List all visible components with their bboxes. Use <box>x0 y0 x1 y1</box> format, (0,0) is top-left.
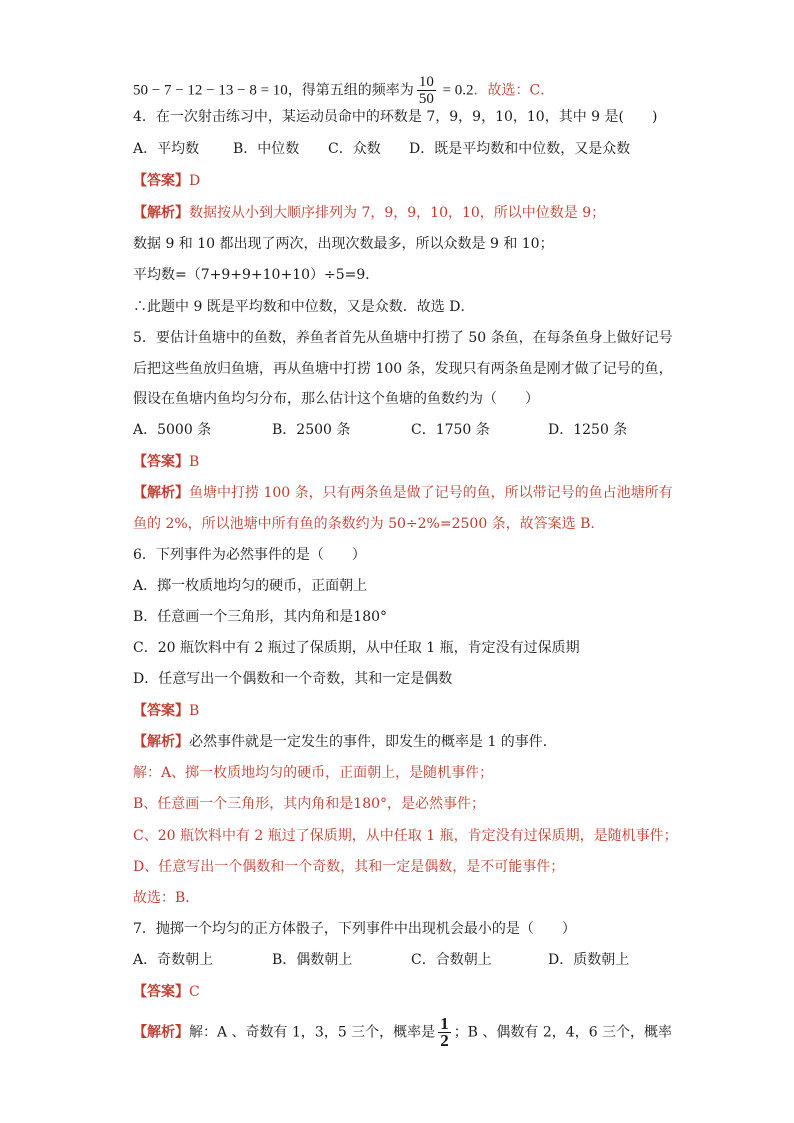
question-6-option-a: A．掷一枚质地均匀的硬币，正面朝上 <box>133 578 368 594</box>
answer-tag: 【答案】 <box>133 173 189 189</box>
option-c: C．1750 条 <box>411 422 490 438</box>
answer-tag: 【答案】 <box>133 984 189 1000</box>
analysis-6-line-5: D、任意写出一个偶数和一个奇数，其和一定是偶数，是不可能事件； <box>133 859 565 875</box>
equation: 50 − 7 − 12 − 13 − 8 = 10 <box>133 82 288 99</box>
question-5-line-3: 假设在鱼塘内鱼均匀分布，那么估计这个鱼塘的鱼数约为（ ） <box>133 391 539 407</box>
question-7-options <box>133 950 629 970</box>
question-5-options <box>133 420 627 440</box>
answer-6 <box>133 701 199 721</box>
option-b: B．偶数朝上 <box>272 952 353 968</box>
fraction-denominator: 2 <box>440 1031 449 1050</box>
option-b: B．中位数 <box>233 141 300 157</box>
question-6-option-b: B．任意画一个三角形，其内角和是180° <box>133 609 388 625</box>
answer-tag: 【答案】 <box>133 454 189 470</box>
analysis-6-line-6: 故选：B． <box>133 890 200 906</box>
option-a: A．奇数朝上 <box>133 952 214 968</box>
analysis-4-line-2: 数据 9 和 10 都出现了两次，出现次数最多，所以众数是 9 和 10； <box>133 236 554 252</box>
fraction-numerator: 10 <box>418 74 434 90</box>
analysis-tag: 【解析】 <box>133 485 189 501</box>
option-d: D．1250 条 <box>548 422 628 438</box>
answer-5 <box>133 452 199 472</box>
analysis-tag: 【解析】 <box>133 205 189 221</box>
answer-value: C <box>189 984 200 1000</box>
solution-continuation-line <box>133 74 554 107</box>
question-6: 6．下列事件为必然事件的是（ ） <box>133 547 366 563</box>
analysis-5-line-1 <box>133 483 673 503</box>
question-5-line-1: 5．要估计鱼塘中的鱼数，养鱼者首先从鱼塘中打捞了 50 条鱼，在每条鱼身上做好记号 <box>133 330 673 346</box>
option-a: A．5000 条 <box>133 422 212 438</box>
equation-result: = 0.2 <box>438 82 474 99</box>
fraction-denominator: 50 <box>418 91 434 107</box>
analysis-7-line-1 <box>133 1016 672 1049</box>
answer-conclusion: ．故选：C． <box>473 82 555 99</box>
analysis-5-line-2: 鱼的 2%，所以池塘中所有鱼的条数约为 50÷2%=2500 条，故答案选 B. <box>133 516 595 532</box>
fraction-numerator: 1 <box>440 1014 449 1033</box>
question-7: 7．抛掷一个均匀的正方体骰子，下列事件中出现机会最小的是（ ） <box>133 921 576 937</box>
analysis-text-cont: ；B 、偶数有 2，4，6 三个，概率 <box>453 1024 673 1041</box>
analysis-text: 数据按从小到大顺序排列为 7，9，9，10，10，所以中位数是 9； <box>189 205 606 221</box>
option-c: C．合数朝上 <box>411 952 492 968</box>
question-4-options <box>133 139 630 159</box>
analysis-4-line-1 <box>133 203 605 223</box>
option-a: A．平均数 <box>133 141 200 157</box>
question-4: 4．在一次射击练习中，某运动员命中的环数是 7，9，9，10，10，其中 9 是( ) <box>133 109 658 125</box>
answer-7 <box>133 982 200 1002</box>
answer-value: B <box>189 703 200 719</box>
answer-4 <box>133 171 200 191</box>
analysis-6-line-4: C、20 瓶饮料中有 2 瓶过了保质期，从中任取 1 瓶，肯定没有过保质期，是随机事件； <box>133 828 678 844</box>
option-d: D．质数朝上 <box>548 952 630 968</box>
analysis-6-line-3: B、任意画一个三角形，其内角和是180°，是必然事件； <box>133 796 486 812</box>
analysis-text: 必然事件就是一定发生的事件，即发生的概率是 1 的事件． <box>189 734 557 750</box>
text: ，得第五组的频率为 <box>287 82 414 99</box>
option-c: C．众数 <box>328 141 381 157</box>
option-d: D．既是平均数和中位数，又是众数 <box>409 141 631 157</box>
option-b: B．2500 条 <box>272 422 351 438</box>
analysis-text: 鱼塘中打捞 100 条，只有两条鱼是做了记号的鱼，所以带记号的鱼占池塘所有 <box>189 485 673 501</box>
answer-tag: 【答案】 <box>133 703 189 719</box>
answer-value: B <box>189 454 200 470</box>
analysis-tag: 【解析】 <box>133 734 189 750</box>
analysis-4-line-3: 平均数=（7+9+9+10+10）÷5=9． <box>133 267 380 283</box>
fraction <box>438 1016 451 1049</box>
analysis-tag: 【解析】 <box>133 1024 189 1041</box>
question-6-option-c: C．20 瓶饮料中有 2 瓶过了保质期，从中任取 1 瓶，肯定没有过保质期 <box>133 640 580 656</box>
fraction <box>417 74 436 107</box>
analysis-4-line-4: ∴此题中 9 既是平均数和中位数，又是众数．故选 D． <box>133 299 475 315</box>
question-6-option-d: D．任意写出一个偶数和一个奇数，其和一定是偶数 <box>133 671 453 687</box>
analysis-6-line-1 <box>133 732 557 752</box>
question-5-line-2: 后把这些鱼放归鱼塘，再从鱼塘中打捞 100 条，发现只有两条鱼是刚才做了记号的鱼， <box>133 361 673 377</box>
analysis-text: 解：A 、奇数有 1，3，5 三个，概率是 <box>189 1024 436 1041</box>
analysis-6-line-2: 解：A、掷一枚质地均匀的硬币，正面朝上，是随机事件； <box>133 765 494 781</box>
answer-value: D <box>189 173 201 189</box>
